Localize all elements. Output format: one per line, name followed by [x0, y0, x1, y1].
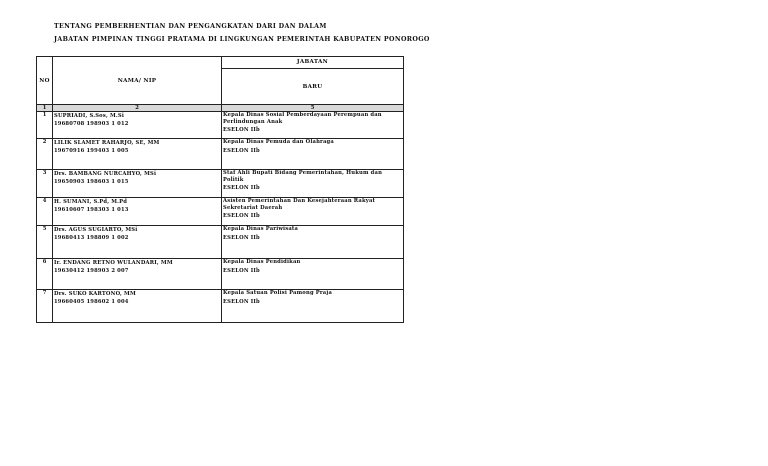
employee-name: Drs. AGUS SUGIARTO, MSi	[54, 227, 138, 233]
employee-nip: 19680413 198809 1 002	[54, 235, 129, 241]
employee-nip: 19630412 198903 2 007	[54, 268, 129, 274]
eselon-label: ESELON IIb	[223, 213, 260, 219]
employee-nip: 19650903 198603 1 015	[54, 179, 129, 185]
column-index: 5	[222, 105, 404, 112]
name-nip-cell	[53, 198, 222, 226]
eselon-label: ESELON IIb	[223, 147, 260, 154]
row-number: 2	[37, 139, 53, 170]
heading-line-2: JABATAN PIMPINAN TINGGI PRATAMA DI LINGKUNGAN PEMERINTAH KABUPATEN PONOROGO	[54, 36, 430, 43]
name-nip-cell	[53, 259, 222, 290]
eselon-label: ESELON IIb	[223, 127, 260, 133]
header-baru: BARU	[222, 69, 404, 105]
table-row	[37, 198, 404, 226]
row-number: 7	[37, 290, 53, 323]
employee-name: Drs. SUKO KARTONO, MM	[54, 291, 136, 297]
position-cell	[222, 226, 404, 259]
position-title: Kepala Satuan Polisi Pamong Praja	[223, 290, 333, 296]
position-cell	[222, 170, 404, 198]
row-number: 5	[37, 226, 53, 259]
employee-nip: 19670916 199403 1 005	[54, 148, 129, 154]
employee-name: Ir. ENDANG RETNO WULANDARI, MM	[54, 260, 173, 266]
eselon-label: ESELON IIb	[223, 234, 260, 241]
position-cell	[222, 112, 404, 139]
position-title: Kepala Dinas Pendidikan	[223, 259, 301, 265]
table-row	[37, 170, 404, 198]
name-nip-cell	[53, 170, 222, 198]
header-no: NO	[37, 57, 53, 105]
employee-nip: 19680708 198903 1 012	[54, 121, 129, 127]
table-row	[37, 259, 404, 290]
heading-line-1: TENTANG PEMBERHENTIAN DAN PENGANGKATAN DARI DAN DALAM	[54, 23, 327, 30]
table-row	[37, 112, 404, 139]
employee-nip: 19610607 198303 1 013	[54, 207, 129, 213]
header-jabatan: JABATAN	[222, 57, 404, 69]
row-number: 1	[37, 112, 53, 139]
position-title: Asisten Pemerintahan Dan Kesejahteraan Rakyat Sekretariat Daerah	[223, 198, 376, 211]
eselon-label: ESELON IIb	[223, 298, 260, 305]
name-nip-cell	[53, 112, 222, 139]
employee-name: H. SUMANI, S.Pd, M.Pd	[54, 199, 128, 205]
column-index: 2	[53, 105, 222, 112]
position-title: Kepala Dinas Pariwisata	[223, 226, 299, 232]
position-cell	[222, 259, 404, 290]
appointment-table	[36, 56, 404, 323]
table-row	[37, 290, 404, 323]
row-number: 6	[37, 259, 53, 290]
position-title: Kepala Dinas Pemuda dan Olahraga	[223, 139, 334, 145]
table-row	[37, 226, 404, 259]
employee-name: SUPRIADI, S.Sos, M.Si	[54, 113, 125, 119]
position-title: Staf Ahli Bupati Bidang Pemerintahan, Hukum dan Politik	[223, 170, 383, 183]
eselon-label: ESELON IIb	[223, 185, 260, 191]
name-nip-cell	[53, 139, 222, 170]
column-index-row	[37, 105, 404, 112]
table-header-row	[37, 57, 404, 69]
employee-nip: 19660405 198602 1 004	[54, 299, 129, 305]
row-number: 4	[37, 198, 53, 226]
position-title: Kepala Dinas Sosial Pemberdayaan Perempuan dan Perlindungan Anak	[223, 112, 382, 125]
table-row	[37, 139, 404, 170]
employee-name: LILIK SLAMET RAHARJO, SE, MM	[54, 140, 160, 146]
header-nama-nip: NAMA/ NIP	[53, 57, 222, 105]
employee-name: Drs. BAMBANG NURCAHYO, MSi	[54, 171, 157, 177]
position-cell	[222, 290, 404, 323]
document-heading	[54, 20, 430, 46]
column-index: 1	[37, 105, 53, 112]
name-nip-cell	[53, 290, 222, 323]
eselon-label: ESELON IIb	[223, 267, 260, 274]
row-number: 3	[37, 170, 53, 198]
position-cell	[222, 139, 404, 170]
name-nip-cell	[53, 226, 222, 259]
position-cell	[222, 198, 404, 226]
